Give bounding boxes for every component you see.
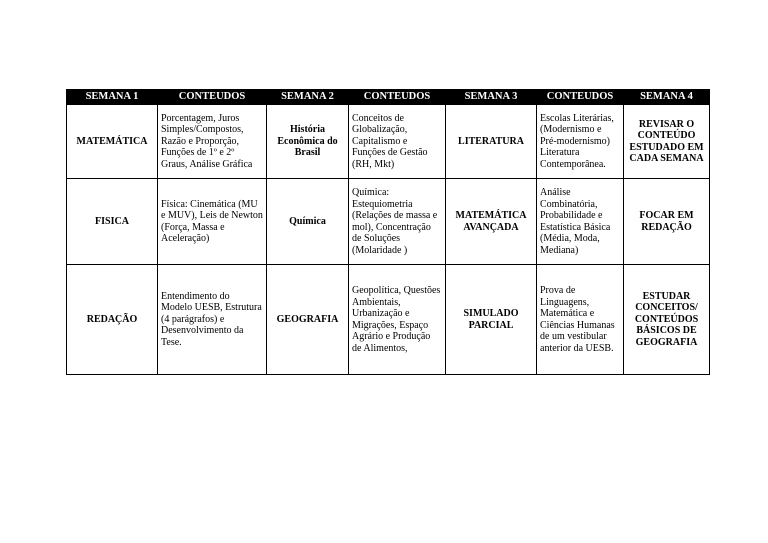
week2-contents: Química: Estequiometria (Relações de massa e mol), Concentração de Soluções (Molaridade ): [349, 179, 446, 265]
week1-subject: MATEMÁTICA: [67, 105, 158, 179]
header-conteudos-2: CONTEUDOS: [349, 90, 446, 105]
week3-contents: Análise Combinatória, Probabilidade e Estatística Básica (Média, Moda, Mediana): [537, 179, 624, 265]
header-conteudos-3: CONTEUDOS: [537, 90, 624, 105]
week3-contents: Escolas Literárias, (Modernismo e Pré-modernismo) Literatura Contemporânea.: [537, 105, 624, 179]
week1-contents: Porcentagem, Juros Simples/Compostos, Razão e Proporção, Funções de 1º e 2º Graus, Análise Gráfica: [158, 105, 267, 179]
week3-subject: SIMULADO PARCIAL: [446, 265, 537, 375]
week4-subject: FOCAR EM REDAÇÃO: [624, 179, 710, 265]
header-semana-4: SEMANA 4: [624, 90, 710, 105]
week4-subject: REVISAR O CONTEÚDO ESTUDADO EM CADA SEMANA: [624, 105, 710, 179]
table-row: [67, 265, 710, 375]
week2-contents: Conceitos de Globalização, Capitalismo e Funções de Gestão (RH, Mkt): [349, 105, 446, 179]
week2-contents: Geopolítica, Questões Ambientais, Urbanização e Migrações, Espaço Agrário e Produção de Alimentos,: [349, 265, 446, 375]
table-row: [67, 105, 710, 179]
header-semana-2: SEMANA 2: [267, 90, 349, 105]
week1-subject: REDAÇÃO: [67, 265, 158, 375]
week3-contents: Prova de Linguagens, Matemática e Ciências Humanas de um vestibular anterior da UESB.: [537, 265, 624, 375]
week2-subject: GEOGRAFIA: [267, 265, 349, 375]
table-row: [67, 179, 710, 265]
week1-subject: FISICA: [67, 179, 158, 265]
week2-subject: História Econômica do Brasil: [267, 105, 349, 179]
week1-contents: Entendimento do Modelo UESB, Estrutura (4 parágrafos) e Desenvolvimento da Tese.: [158, 265, 267, 375]
header-semana-3: SEMANA 3: [446, 90, 537, 105]
week3-subject: LITERATURA: [446, 105, 537, 179]
study-schedule-table: [66, 89, 710, 375]
week1-contents: Física: Cinemática (MU e MUV), Leis de Newton (Força, Massa e Aceleração): [158, 179, 267, 265]
header-conteudos-1: CONTEUDOS: [158, 90, 267, 105]
header-row: [67, 90, 710, 105]
week3-subject: MATEMÁTICA AVANÇADA: [446, 179, 537, 265]
header-semana-1: SEMANA 1: [67, 90, 158, 105]
week4-subject: ESTUDAR CONCEITOS/ CONTEÚDOS BÁSICOS DE GEOGRAFIA: [624, 265, 710, 375]
week2-subject: Química: [267, 179, 349, 265]
